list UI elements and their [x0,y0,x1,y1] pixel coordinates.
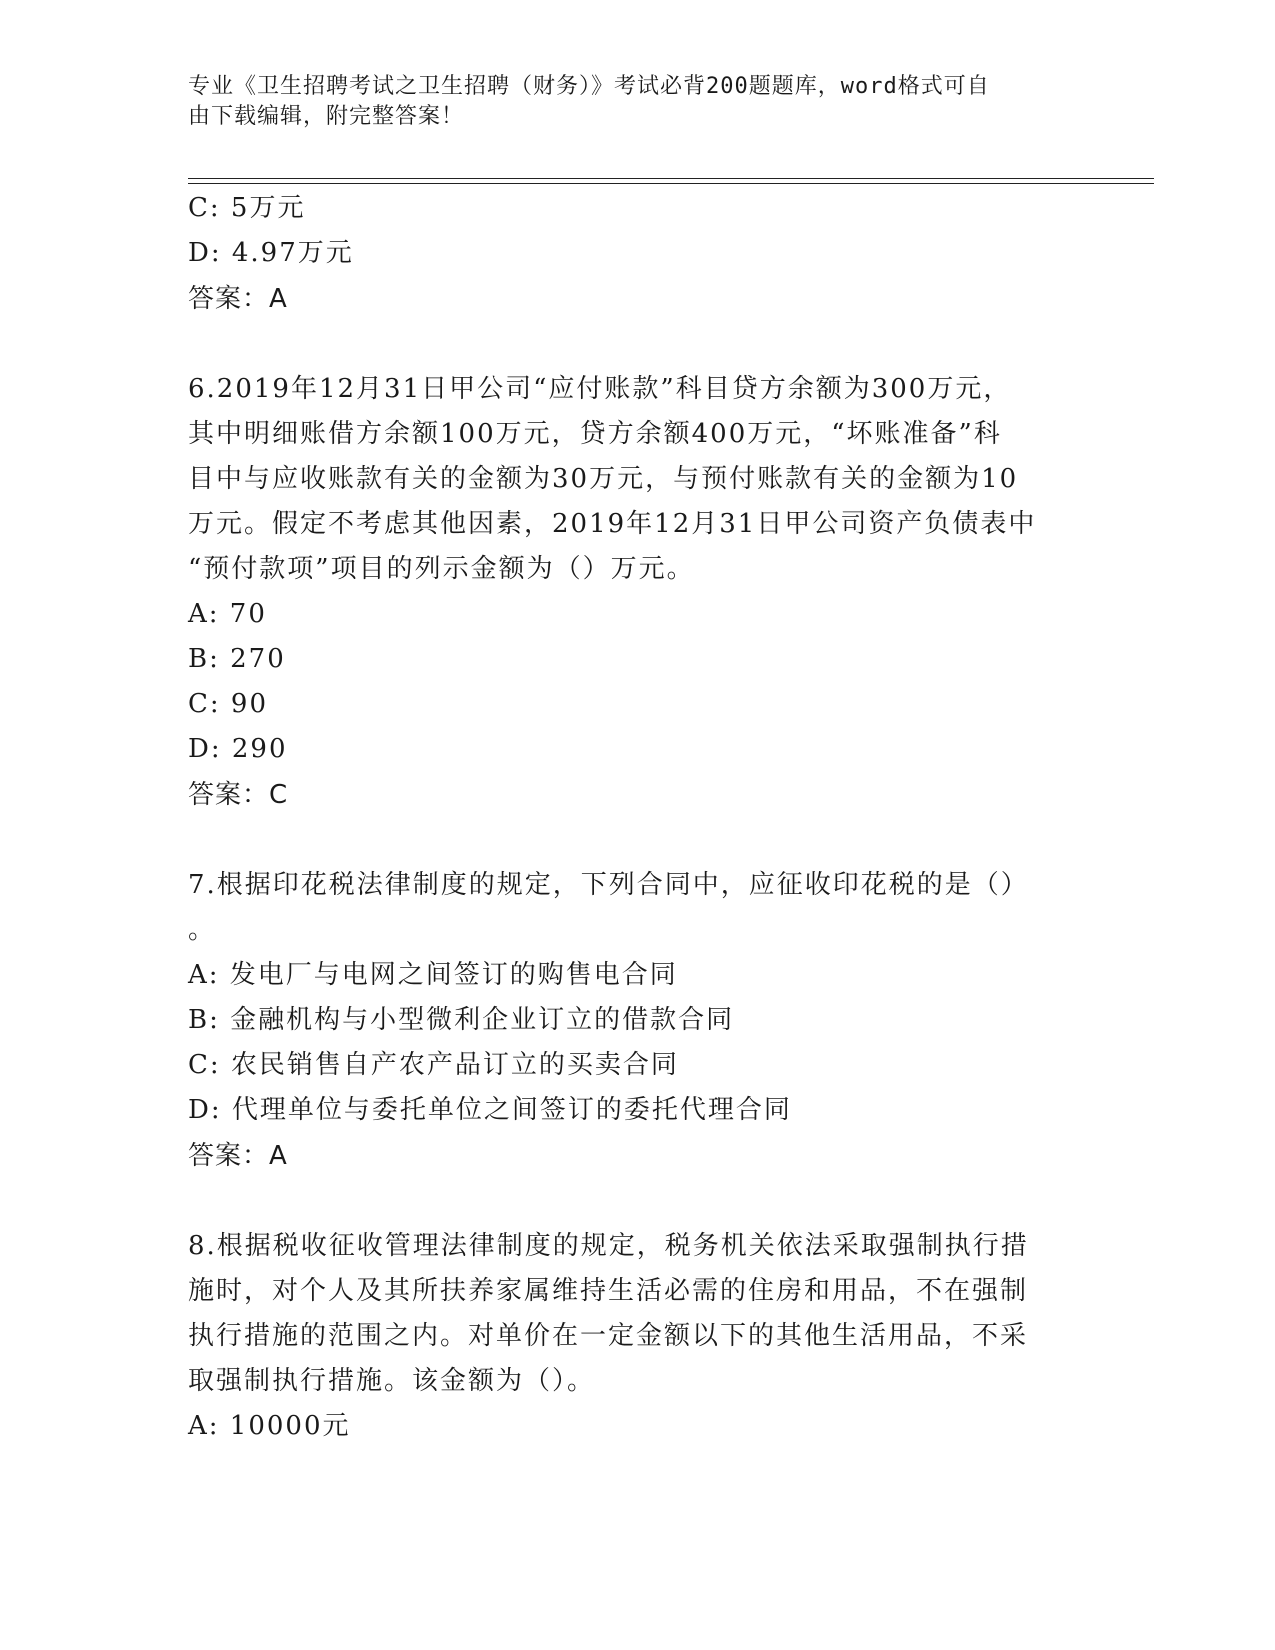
question-6 [188,367,1068,818]
question-line: 执行措施的范围之内。对单价在一定金额以下的其他生活用品，不采 [188,1321,1029,1351]
option-d: D: 代理单位与委托单位之间签订的委托代理合同 [188,1095,792,1125]
option-d: D: 290 [188,734,288,764]
question-line: 取强制执行措施。该金额为（）。 [188,1366,596,1396]
spacer [188,322,1068,367]
answer: 答案：C [188,780,289,810]
header-line-1: 专业《卫生招聘考试之卫生招聘（财务）》考试必背200题题库，word格式可自 [188,74,990,99]
question-text [188,863,1068,953]
question-line: 7.根据印花税法律制度的规定，下列合同中，应征收印花税的是（） [188,870,1029,900]
header-divider-bottom [188,183,1154,184]
option-b: B: 270 [188,644,286,674]
document-header [188,72,1068,132]
option-d: D: 4.97万元 [188,238,354,268]
question-5 [188,186,1068,322]
header-divider-top [188,178,1154,179]
question-line: 目中与应收账款有关的金额为30万元，与预付账款有关的金额为10 [188,464,1019,494]
question-8 [188,1224,1068,1449]
answer: 答案：A [188,284,288,314]
spacer [188,1179,1068,1224]
question-7 [188,863,1068,1179]
option-b: B: 金融机构与小型微利企业订立的借款合同 [188,1005,735,1035]
option-a: A: 发电厂与电网之间签订的购售电合同 [188,960,678,990]
option-c: C: 农民销售自产农产品订立的买卖合同 [188,1050,679,1080]
question-line: 8.根据税收征收管理法律制度的规定，税务机关依法采取强制执行措 [188,1231,1029,1261]
question-line: 施时，对个人及其所扶养家属维持生活必需的住房和用品，不在强制 [188,1276,1029,1306]
question-line: “预付款项”项目的列示金额为（）万元。 [188,554,695,584]
question-text [188,367,1068,592]
option-c: C: 90 [188,689,269,719]
question-line: 其中明细账借方余额100万元，贷方余额400万元，“坏账准备”科 [188,419,1002,449]
header-line-2: 由下载编辑，附完整答案！ [188,104,465,129]
answer: 答案：A [188,1141,288,1171]
option-c: C: 5万元 [188,193,306,223]
question-line: 。 [188,915,217,945]
question-line: 万元。假定不考虑其他因素，2019年12月31日甲公司资产负债表中 [188,509,1037,539]
spacer [188,818,1068,863]
question-text [188,1224,1068,1404]
document-body [188,186,1068,1449]
option-a: A: 70 [188,599,267,629]
question-line: 6.2019年12月31日甲公司“应付账款”科目贷方余额为300万元， [188,374,1012,404]
option-a: A: 10000元 [188,1411,351,1441]
